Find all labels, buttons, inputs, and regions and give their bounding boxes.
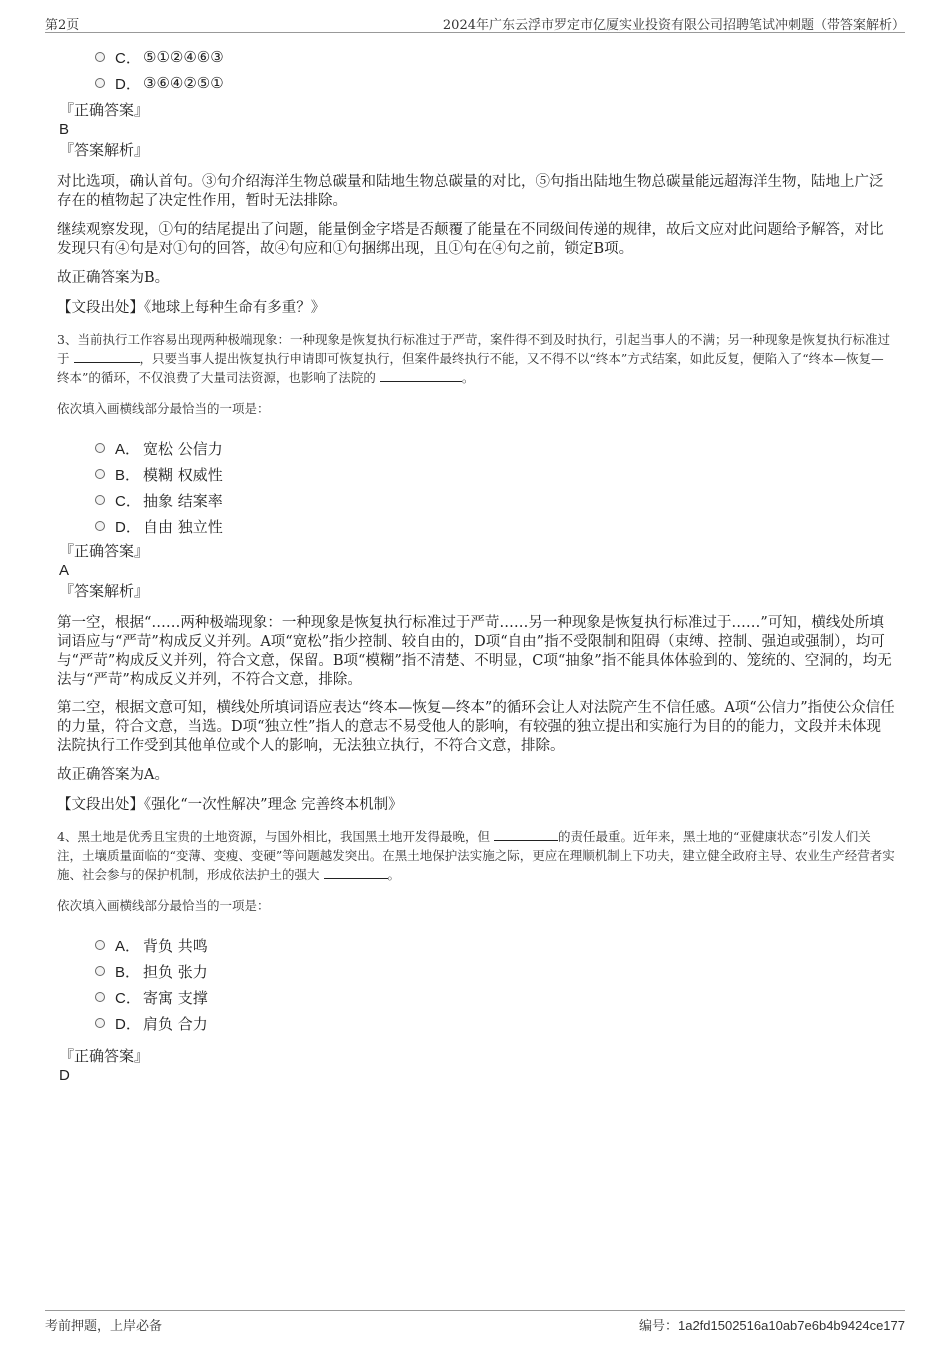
correct-answer: D [59, 1067, 70, 1084]
analysis-conclusion: 故正确答案为B。 [57, 270, 170, 286]
q3-prompt: 依次填入画横线部分最恰当的一项是： [57, 401, 270, 416]
fill-blank [324, 866, 388, 879]
radio-icon[interactable] [95, 521, 105, 531]
radio-icon[interactable] [95, 52, 105, 62]
q4-option-b[interactable]: B． 担负 张力 [95, 958, 895, 984]
document-code: 编号：1a2fd1502516a10ab7e6b4b9424ce177 [638, 1318, 905, 1334]
q3-options [95, 435, 895, 539]
fill-blank [494, 828, 558, 841]
page-footer [45, 1310, 905, 1334]
q2-option-d[interactable]: D． ③⑥④②⑤① [95, 70, 895, 96]
source-citation: 【文段出处】《强化“一次性解决”理念 完善终本机制》 [57, 797, 403, 813]
analysis-paragraph: 第一空，根据“……两种极端现象：一种现象是恢复执行标准过于严苛……另一种现象是恢复执行标准过于……”可知，横线处所填词语应与“严苛”构成反义并列。A项“宽松”指少控制、较自由的，D项“自由”指不受限制和阻碍（束缚、控制、强迫或强制），均可与“严苛”构成反义并列，符合文意，保留。B项“模糊”指不清楚、不明显，C项“抽象”指不能具体体验到的、笼统的、空洞的，均无法与“严苛”构成反义并列，不符合文意，排除。 [57, 615, 892, 688]
q4-options [95, 932, 895, 1036]
radio-icon[interactable] [95, 966, 105, 976]
q3-option-c[interactable]: C． 抽象 结案率 [95, 487, 895, 513]
analysis-paragraph: 对比选项，确认首句。③句介绍海洋生物总碳量和陆地生物总碳量的对比，⑤句指出陆地生物总碳量能远超海洋生物，陆地上广泛存在的植物起了决定性作用，暂时无法排除。 [57, 174, 884, 209]
q3-stem: 3、当前执行工作容易出现两种极端现象：一种现象是恢复执行标准过于严苛，案件得不到及时执行，引起当事人的不满；另一种现象是恢复执行标准过于 ，只要当事人提出恢复执行申请即可恢复执行，但案件最终执行不能，又不得不以“终本”方式结案，如此反复，便陷入了“终本—恢复—终本”的循环，不仅浪费了大量司法资源，也影响了法院的 。 [57, 332, 890, 385]
radio-icon[interactable] [95, 992, 105, 1002]
page-number: 第2页 [45, 18, 80, 33]
analysis-conclusion: 故正确答案为A。 [57, 767, 169, 783]
radio-icon[interactable] [95, 78, 105, 88]
correct-answer: B [59, 121, 70, 138]
source-citation: 【文段出处】《地球上每种生命有多重？》 [57, 300, 326, 316]
q4-option-c[interactable]: C． 寄寓 支撑 [95, 984, 895, 1010]
fill-blank [380, 369, 462, 382]
radio-icon[interactable] [95, 469, 105, 479]
answer-label: 『正确答案』 [59, 101, 150, 119]
q2-option-c[interactable]: C． ⑤①②④⑥③ [95, 44, 895, 70]
analysis-label: 『答案解析』 [59, 582, 150, 600]
fill-blank [74, 350, 140, 363]
q3-option-a[interactable]: A． 宽松 公信力 [95, 435, 895, 461]
footer-slogan: 考前押题，上岸必备 [45, 1319, 163, 1334]
analysis-label: 『答案解析』 [59, 141, 150, 159]
correct-answer: A [59, 562, 70, 579]
q3-option-b[interactable]: B． 模糊 权威性 [95, 461, 895, 487]
q4-option-a[interactable]: A． 背负 共鸣 [95, 932, 895, 958]
page-content [57, 44, 895, 1086]
answer-label: 『正确答案』 [59, 1047, 150, 1065]
radio-icon[interactable] [95, 940, 105, 950]
radio-icon[interactable] [95, 495, 105, 505]
answer-label: 『正确答案』 [59, 542, 150, 560]
q2-options [95, 44, 895, 96]
radio-icon[interactable] [95, 1018, 105, 1028]
q4-prompt: 依次填入画横线部分最恰当的一项是： [57, 898, 270, 913]
radio-icon[interactable] [95, 443, 105, 453]
q3-option-d[interactable]: D． 自由 独立性 [95, 513, 895, 539]
q4-stem: 4、黑土地是优秀且宝贵的土地资源，与国外相比，我国黑土地开发得最晚，但 的责任最重。近年来，黑土地的“亚健康状态”引发人们关注，土壤质量面临的“变薄、变瘦、变硬”等问题越发突出。在黑土地保护法实施之际，更应在理顺机制上下功夫，建立健全政府主导、农业生产经营者实施、社会参与的保护机制，形成依法护土的强大 。 [57, 829, 895, 882]
page-header [45, 12, 905, 33]
document-title: 2024年广东云浮市罗定市亿厦实业投资有限公司招聘笔试冲刺题（带答案解析） [442, 18, 905, 33]
q4-option-d[interactable]: D． 肩负 合力 [95, 1010, 895, 1036]
analysis-paragraph: 继续观察发现，①句的结尾提出了问题，能量倒金字塔是否颠覆了能量在不同级间传递的规律，故后文应对此问题给予解答，对比发现只有④句是对①句的回答，故④句应和①句捆绑出现，且①句在④句之前，锁定B项。 [57, 222, 884, 257]
analysis-paragraph: 第二空，根据文意可知，横线处所填词语应表达“终本—恢复—终本”的循环会让人对法院产生不信任感。A项“公信力”指使公众信任的力量，符合文意，当选。D项“独立性”指人的意志不易受他人的影响，有较强的独立提出和实施行为目的的能力，文段并未体现法院执行工作受到其他单位或个人的影响，无法独立执行，不符合文意，排除。 [57, 700, 895, 754]
